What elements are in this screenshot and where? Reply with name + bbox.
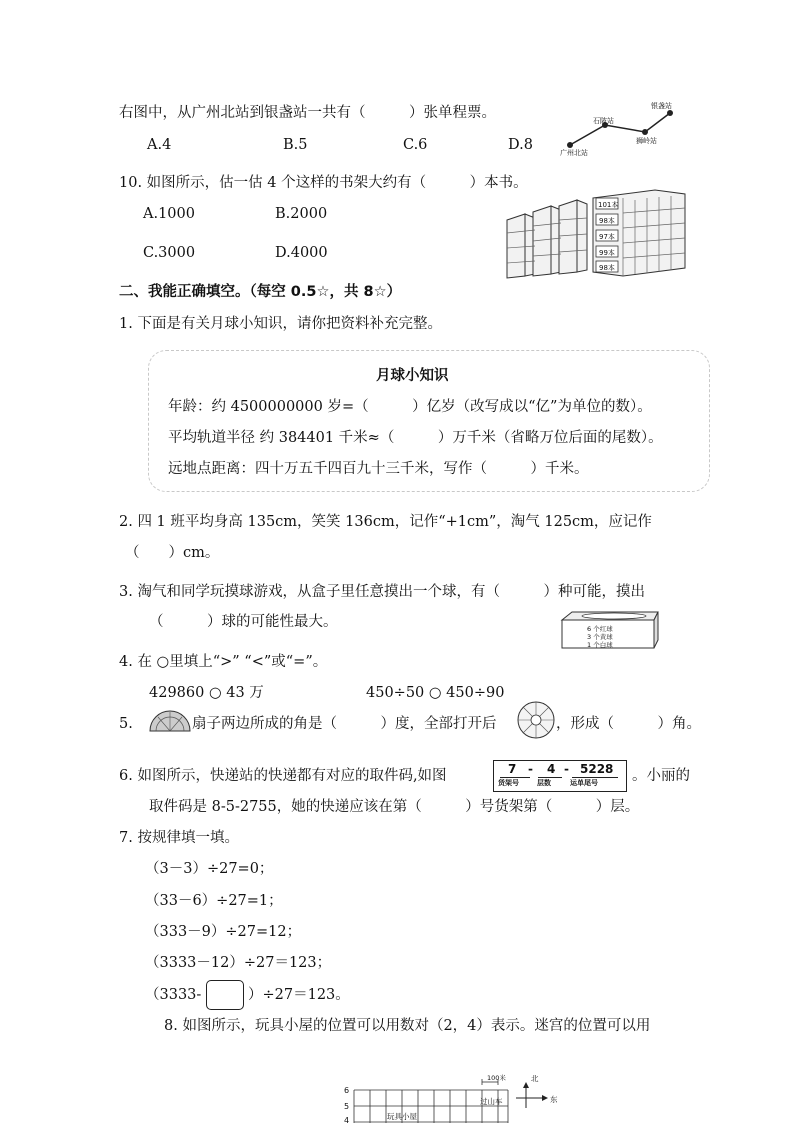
moon-facts-title: 月球小知识	[376, 368, 449, 384]
q2-line1: 2. 四 1 班平均身高 135cm，笑笑 136cm，记作“+1cm”，淘气 125cm，应记作	[119, 514, 652, 530]
q6-text-cont: 。小丽的	[632, 768, 690, 784]
shelf-label-2: 98本	[599, 217, 615, 225]
shelf-label-1: 101本	[598, 201, 619, 209]
code-waybill: 5228	[580, 762, 614, 776]
q9-text: 右图中，从广州北站到银盏站一共有（ ）张单程票。	[119, 105, 496, 121]
moon-fact-age: 年龄：约 4500000000 岁=（ ）亿岁（改写成以“亿”为单位的数）。	[168, 399, 652, 415]
code-dash-2: -	[564, 762, 569, 776]
pickup-code-example	[493, 760, 627, 792]
code-shelf: 7	[508, 762, 517, 776]
moon-fact-apogee: 远地点距离：四十万五千四百九十三千米，写作（ ）千米。	[168, 461, 589, 477]
station-label-shibei: 石陂站	[593, 117, 614, 125]
q7-line3: （333－9）÷27=12；	[145, 924, 302, 940]
shelf-label-4: 99本	[599, 249, 615, 257]
map-label-toy-house: 玩具小屋	[387, 1112, 417, 1121]
q10-option-b[interactable]: B.2000	[275, 206, 328, 222]
q7-line5-start: （3333-	[145, 987, 202, 1003]
q5-text: 扇子两边所成的角是（ ）度，全部打开后	[192, 716, 497, 732]
code-label-layer: 层数	[537, 779, 551, 787]
compass-east-label: 东	[550, 1095, 558, 1104]
station-label-yinzhan: 银盏站	[651, 102, 672, 110]
y-tick-6: 6	[344, 1086, 350, 1095]
q3-line2: （ ）球的可能性最大。	[149, 614, 338, 630]
q8-text: 8. 如图所示，玩具小屋的位置可以用数对（2，4）表示。迷宫的位置可以用	[164, 1018, 651, 1034]
q5-text-end: ，形成（ ）角。	[556, 716, 701, 732]
q6-line2: 取件码是 8-5-2755，她的快递应该在第（ ）号货架第（ ）层。	[149, 799, 640, 815]
q9-option-a[interactable]: A.4	[147, 137, 172, 153]
box-label-white: 1 个白球	[587, 641, 613, 649]
folded-fan-icon	[148, 707, 192, 733]
open-fan-icon	[516, 700, 556, 740]
q5-number: 5.	[119, 716, 133, 732]
code-layer: 4	[547, 762, 556, 776]
scale-label: 100米	[487, 1074, 506, 1082]
box-label-red: 6 个红球	[587, 625, 613, 633]
q3-line1: 3. 淘气和同学玩摸球游戏，从盒子里任意摸出一个球，有（ ）种可能，摸出	[119, 584, 645, 600]
q10-text: 10. 如图所示，估一估 4 个这样的书架大约有（ ）本书。	[119, 175, 528, 191]
q10-option-d[interactable]: D.4000	[275, 245, 328, 261]
q7-line2: （33－6）÷27=1；	[145, 893, 283, 909]
q10-option-c[interactable]: C.3000	[143, 245, 196, 261]
q9-option-b[interactable]: B.5	[283, 137, 308, 153]
section-title: 二、我能正确填空。（每空 0.5☆，共 8☆）	[119, 284, 402, 300]
station-label-guangzhou-north: 广州北站	[560, 149, 588, 157]
code-dash-1: -	[528, 762, 533, 776]
station-label-shiling: 狮岭站	[636, 137, 657, 145]
q4-item1: 429860 ○ 43 万	[149, 685, 264, 701]
q7-answer-box[interactable]	[206, 980, 244, 1010]
y-tick-5: 5	[344, 1102, 350, 1111]
shelf-label-5: 98本	[599, 264, 615, 272]
q6-text: 6. 如图所示，快递站的快递都有对应的取件码,如图	[119, 768, 447, 784]
q7-line4: （3333－12）÷27＝123；	[145, 955, 332, 971]
map-label-roller-coaster: 过山车	[480, 1097, 503, 1106]
compass-north-label: 北	[531, 1074, 539, 1083]
y-tick-4: 4	[344, 1116, 350, 1125]
q2-line2: （ ）cm。	[125, 545, 220, 561]
q10-option-a[interactable]: A.1000	[143, 206, 195, 222]
station-shiling-dot	[642, 129, 648, 135]
moon-fact-radius: 平均轨道半径 约 384401 千米≈（ ）万千米（省略万位后面的尾数）。	[168, 430, 663, 446]
q7-title: 7. 按规律填一填。	[119, 830, 239, 846]
code-label-shelf: 货架号	[498, 779, 519, 787]
q4-item2: 450÷50 ○ 450÷90	[366, 685, 505, 701]
box-label-yellow: 3 个黄球	[587, 633, 613, 641]
q4-text: 4. 在 ○里填上“>” “<”或“=”。	[119, 654, 328, 670]
code-label-waybill: 运单尾号	[570, 779, 598, 787]
q1-text: 1. 下面是有关月球小知识，请你把资料补充完整。	[119, 316, 442, 332]
q9-option-d[interactable]: D.8	[508, 137, 533, 153]
q7-line1: （3－3）÷27=0；	[145, 861, 274, 877]
shelf-label-3: 97本	[599, 233, 615, 241]
q9-option-c[interactable]: C.6	[403, 137, 428, 153]
q7-line5-end: ）÷27＝123。	[248, 987, 350, 1003]
